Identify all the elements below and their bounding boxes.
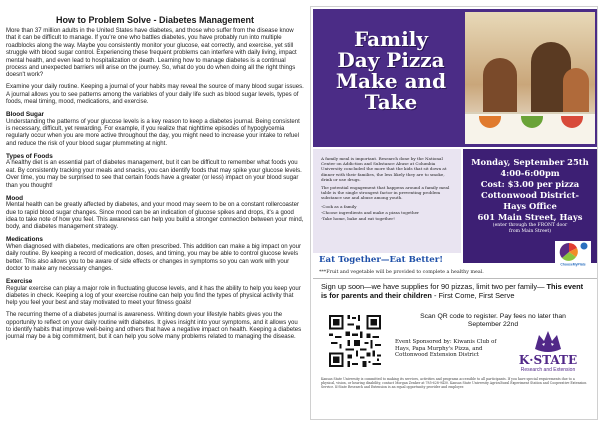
- info-bullet: -Cook as a family: [321, 203, 357, 209]
- event-sponsors: Event Sponsored by: Kiwanis Club of Hays, Papa Murphy's Pizza, and Cottonwood Extension District: [395, 339, 497, 358]
- flyer-hero: [313, 9, 597, 147]
- flyer-title: [321, 29, 461, 113]
- event-address: 601 Main Street, Hays: [477, 212, 583, 222]
- section-body-types-of-foods: A healthy diet is an essential part of diabetes management, but it can be difficult to remember what foods you eat. By consistently tracking your meals and snacks, you can identify foods that may spike your glucose levels. Over time, you may be surprised to see that certain foods have a greater (or less) impact on your blood sugar than you thought!: [6, 160, 302, 189]
- flyer-title-line: Take: [364, 90, 418, 114]
- qr-note-line: Scan QR code to register. Pay fees no later than: [420, 313, 566, 320]
- event-entrance-note: from Main Street): [508, 229, 552, 234]
- photo-person: [483, 58, 517, 120]
- wildcat-icon: [533, 329, 563, 353]
- info-paragraph: A family meal is important. Research done by the National Center on Addiction and Substance Abuse at Columbia University concluded the more that the kids that sit down at dinner with their families, the less likely they are to smoke, drink or use drugs.: [321, 156, 447, 182]
- section-heading-medications: Medications: [6, 236, 43, 244]
- qr-note-deadline: September 22nd: [467, 321, 519, 328]
- kstate-subtitle: Research and Extension: [520, 367, 576, 373]
- article-title: How to Problem Solve - Diabetes Management: [55, 15, 255, 25]
- kstate-wordmark: K·STATE: [518, 353, 578, 367]
- qr-register-note: [397, 313, 589, 329]
- event-entrance-note: (enter through the FRONT door: [492, 223, 568, 228]
- event-details: [463, 149, 597, 267]
- photo-person: [563, 68, 589, 118]
- info-bullet: -Choose ingredients and make a pizza together: [321, 209, 419, 215]
- signup-line: Sign up soon—we have supplies for 90 pizzas, limit two per family—: [321, 282, 545, 291]
- flyer-disclaimer: Kansas State University is committed to making its services, activities and programs accessible to all participants. If you have special requirements due to a physical, vision, or hearing disability, contact Morgan Zenker at 785-628-9430. Kansas State University Agricultural Experiment Station and Cooperative Extension Service. K-State Research and Extension is an equal opportunity provider and employer.: [321, 377, 587, 390]
- signup-text: [321, 283, 591, 300]
- flyer-title-line: Day Pizza: [337, 48, 445, 72]
- article-closing: The recurring theme of a diabetes journal is awareness. Writing down your lifestyle habits gives you the opportunity to reflect on your daily routine with diabetes. It gives insight into your symptoms, and it allows you to identify habits that improve well-being and others that have a negative impact on health. Keeping a diabetes journal may be a big commitment, but it can help you solve many problems related to managing the disease.: [6, 312, 302, 341]
- section-heading-blood-sugar: Blood Sugar: [6, 111, 44, 119]
- event-venue: Cottonwood District-: [481, 190, 579, 200]
- article-intro: More than 37 million adults in the United States have diabetes, and those who suffer from the disease know that it can be difficult to manage. If you're one who battles diabetes, you have probably run into multiple roadblocks along the way. Maybe you consistently monitor your glucose, eat correctly, and exercise, yet still struggle with blood sugar control. Experiencing these frequent problems can interfere with daily living, impact mental health, and even lead to hospitalization or death. Learning how to manage diabetes is a continual process and unexpected barriers will arise on the journey. So, what do you do when doing all the right things doesn't work?: [6, 28, 297, 79]
- info-paragraph: The potential engagement that happens around a family meal table is the single strongest factor in preventing problem substance use and abuse among youth.: [321, 185, 450, 201]
- section-body-medications: When diagnosed with diabetes, medications are often prescribed. This addition can make a big impact on your daily routine. By keeping a record of medication, doses, and timing, you may be able to control glucose levels better. This also allows you to be aware of side effects or changes in symptoms so you can work with your doctor to make any necessary changes.: [6, 243, 302, 273]
- info-bullet: -Take home, bake and eat together!: [321, 216, 395, 222]
- article: [6, 15, 304, 419]
- event-date: Monday, September 25th: [471, 157, 589, 167]
- flyer-divider: [313, 278, 597, 279]
- qr-code-icon[interactable]: [329, 315, 381, 367]
- event-flyer: [310, 6, 598, 420]
- section-heading-types-of-foods: Types of Foods: [6, 152, 53, 160]
- event-venue-office: Hays Office: [503, 201, 557, 211]
- signup-audience: This event is for parents and their children: [321, 282, 584, 300]
- event-time: 4:00-6:00pm: [500, 168, 560, 178]
- section-body-blood-sugar: Understanding the patterns of your glucose levels is a key reason to keep a diabetes journal. Being consistent is necessary, difficult, yet rewarding. For example, if you realize that nighttime episodes of hypoglycemia regularly occur when you are more active throughout the day, you might need to increase your intake to refuel and reduce the risk of your blood sugar plummeting at night.: [6, 118, 300, 147]
- section-body-exercise: Regular exercise can play a major role in fluctuating glucose levels, and it has the ability to help you keep your diabetes in check. Keeping a log of your exercise routine can help you find the types of physical activity that help you feel your best and stay motivated to meet your fitness goals!: [6, 285, 301, 307]
- section-body-mood: Mental health can be greatly affected by diabetes, and your mood may seem to be on a constant rollercoaster due to rapid blood sugar changes. Since mood can be an indication of glucose spikes and drops, it's a good idea to take note of how you feel. This awareness can help you build a stronger connection between your mind, body, and diabetes management strategy.: [6, 202, 304, 231]
- myplate-icon: [555, 241, 591, 267]
- flyer-title-line: Make and: [335, 69, 447, 93]
- article-intro-routine: Examine your daily routine. Keeping a journal of your habits may reveal the source of many blood sugar issues. A journal allows you to see patterns among the variables of your daily life such as blood sugar levels, types of foods, meal timing, mood, medications, and exercise.: [6, 84, 304, 106]
- event-cost: Cost: $3.00 per pizza: [480, 179, 580, 189]
- section-heading-mood: Mood: [6, 194, 24, 202]
- flyer-info-panel: [313, 149, 461, 253]
- family-meal-photo: [465, 12, 595, 144]
- section-heading-exercise: Exercise: [6, 277, 33, 285]
- flyer-tagline: Eat Together—Eat Better!: [319, 255, 444, 265]
- fruit-note: ***Fruit and vegetable will be provided to complete a healthy meal.: [319, 270, 484, 275]
- flyer-title-line: Family: [353, 27, 429, 51]
- myplate-label: ChooseMyPlate: [560, 262, 586, 267]
- kstate-logo: [503, 329, 593, 375]
- signup-first-come: - First Come, First Serve: [431, 290, 515, 300]
